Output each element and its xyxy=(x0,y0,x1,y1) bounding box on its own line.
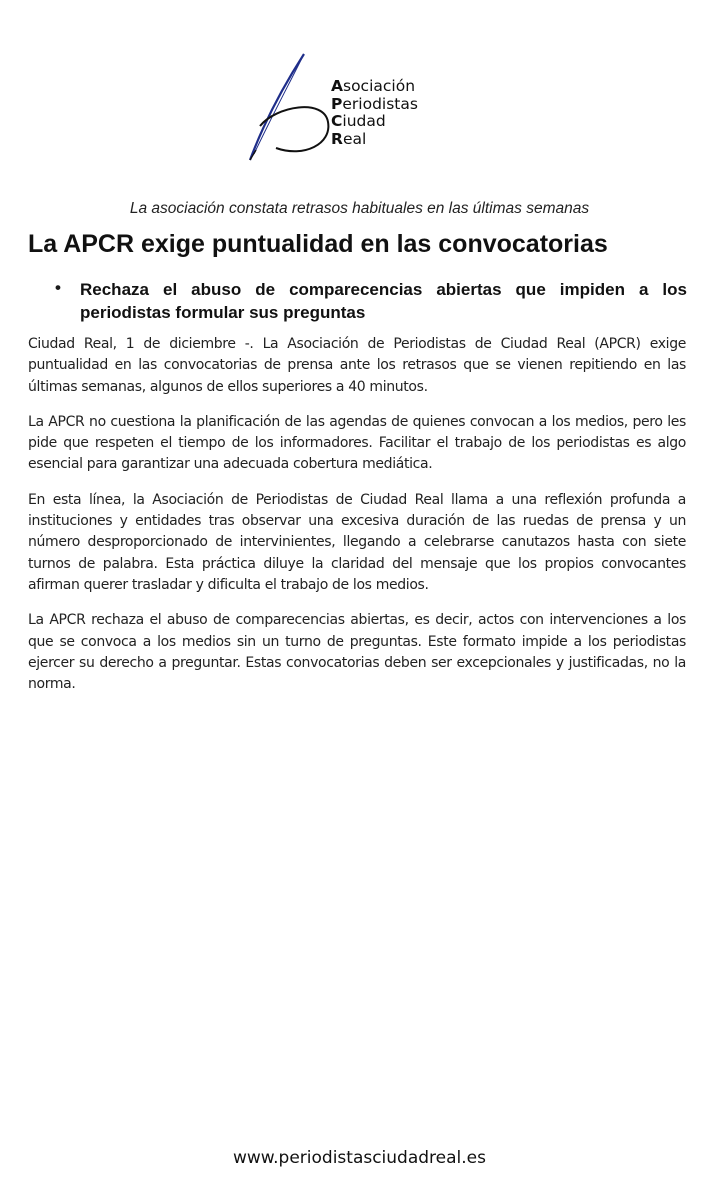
logo-line xyxy=(331,131,418,149)
paragraph: La APCR no cuestiona la planificación de las agendas de quienes convocan a los medios, pero les pide que respeten el tiempo de los informadores. Facilitar el trabajo de los periodistas es algo esencial para garantizar una adecuada cobertura mediática. xyxy=(28,413,686,473)
quill-logo-icon xyxy=(246,52,336,164)
bullet-point xyxy=(55,278,687,324)
bullet-icon: • xyxy=(55,278,61,297)
apcr-logo xyxy=(246,52,466,164)
logo-line xyxy=(331,78,418,96)
logo-line xyxy=(331,113,418,131)
logo-rest: eriodistas xyxy=(342,94,418,113)
article-body xyxy=(28,334,686,709)
paragraph: Ciudad Real, 1 de diciembre -. La Asociación de Periodistas de Ciudad Real (APCR) exige puntualidad en las convocatorias de prensa ante los retrasos que se vienen repitiendo en las últimas semanas, algunos de ellos superiores a 40 minutos. xyxy=(28,336,686,395)
paragraph: La APCR rechaza el abuso de comparecencias abiertas, es decir, actos con intervenciones a los que se convoca a los medios sin un turno de preguntas. Este formato impide a los periodistas ejercer su derecho a preguntar. Estas convocatorias deben ser excepcionales y justificadas, no la norma. xyxy=(28,612,686,693)
subtitle: La asociación constata retrasos habituales en las últimas semanas xyxy=(129,200,590,217)
logo-initial: P xyxy=(331,94,343,113)
logo-rest: iudad xyxy=(342,112,386,130)
bullet-text: Rechaza el abuso de comparecencias abiertas que impiden a los periodistas formular sus preguntas xyxy=(80,280,687,322)
logo-initial: C xyxy=(331,112,343,130)
logo-line xyxy=(331,96,418,114)
logo-wordmark xyxy=(331,78,418,148)
logo-initial: A xyxy=(331,77,343,95)
logo-rest: eal xyxy=(342,129,367,148)
paragraph: En esta línea, la Asociación de Periodistas de Ciudad Real llama a una reflexión profunda a instituciones y entidades tras observar una excesiva duración de las ruedas de prensa y un número desproporcionado de intervinientes, llegando a celebrarse canutazos hasta con siete turnos de palabra. Esta práctica diluye la claridad del mensaje que los propios convocantes afirman querer trasladar y dificulta el trabajo de los medios. xyxy=(28,491,686,593)
website-url: www.periodistasciudadreal.es xyxy=(232,1148,486,1168)
logo-initial: R xyxy=(331,129,343,148)
logo-rest: sociación xyxy=(343,77,416,95)
headline: La APCR exige puntualidad en las convocatorias xyxy=(28,230,608,258)
